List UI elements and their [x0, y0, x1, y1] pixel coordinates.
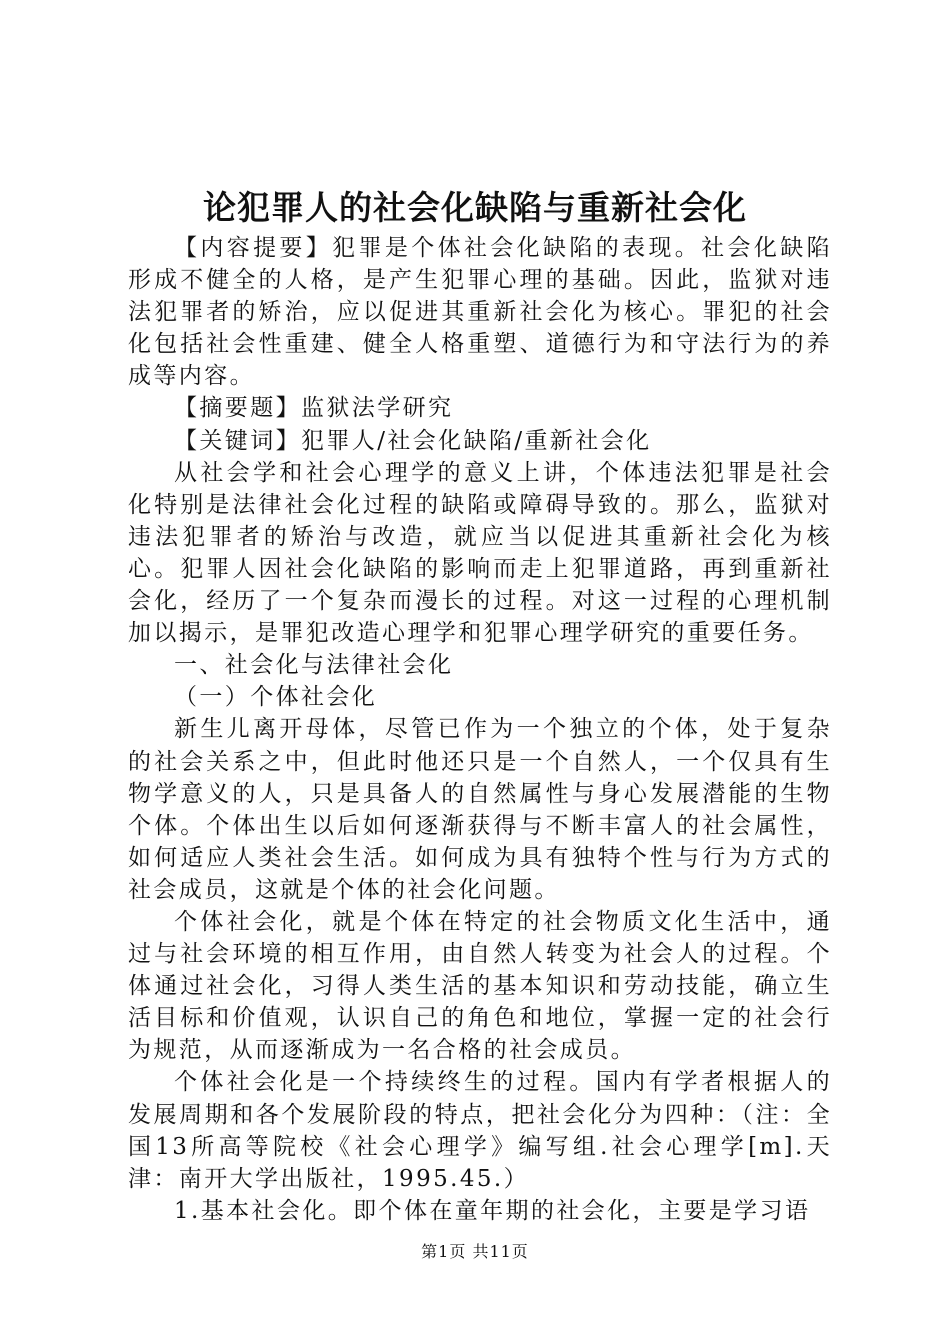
subsection-heading-1: （一）个体社会化	[174, 684, 378, 711]
section-heading-1: 一、社会化与法律社会化	[174, 652, 454, 679]
page-title: 论犯罪人的社会化缺陷与重新社会化	[203, 188, 747, 227]
body-paragraph: 个体社会化是一个持续终生的过程。国内有学者根据人的发展周期和各个发展阶段的特点，把社会化分为四种：（注：全国13所高等院校《社会心理学》编写组.社会心理学[m].天津：南开大学出版社，1995.45.）	[128, 1069, 832, 1192]
body-paragraph: 个体社会化，就是个体在特定的社会物质文化生活中，通过与社会环境的相互作用，由自然人转变为社会人的过程。个体通过社会化，习得人类生活的基本知识和劳动技能，确立生活目标和价值观，认识自己的角色和地位，掌握一定的社会行为规范，从而逐渐成为一名合格的社会成员。	[128, 908, 832, 1064]
intro-paragraph: 从社会学和社会心理学的意义上讲，个体违法犯罪是社会化特别是法律社会化过程的缺陷或障碍导致的。那么，监狱对违法犯罪者的矫治与改造，就应当以促进其重新社会化为核心。犯罪人因社会化缺陷的影响而走上犯罪道路，再到重新社会化，经历了一个复杂而漫长的过程。对这一过程的心理机制加以揭示，是罪犯改造心理学和犯罪心理学研究的重要任务。	[128, 459, 832, 647]
page-footer: 第1页 共11页	[421, 1242, 529, 1261]
keywords-line: 【关键词】犯罪人/社会化缺陷/重新社会化	[174, 427, 652, 454]
body-paragraph: 新生儿离开母体，尽管已作为一个独立的个体，处于复杂的社会关系之中，但此时他还只是一个自然人，一个仅具有生物学意义的人，只是具备人的自然属性与身心发展潜能的生物个体。个体出生以后如何逐渐获得与不断丰富人的社会属性，如何适应人类社会生活。如何成为具有独特个性与行为方式的社会成员，这就是个体的社会化问题。	[128, 716, 832, 903]
subject-line: 【摘要题】监狱法学研究	[174, 395, 454, 422]
list-item-1: 1.基本社会化。即个体在童年期的社会化，主要是学习语	[174, 1197, 811, 1224]
document-body	[128, 232, 832, 1227]
abstract-paragraph: 【内容提要】犯罪是个体社会化缺陷的表现。社会化缺陷形成不健全的人格，是产生犯罪心理的基础。因此，监狱对违法犯罪者的矫治，应以促进其重新社会化为核心。罪犯的社会化包括社会性重建、健全人格重塑、道德行为和守法行为的养成等内容。	[128, 235, 832, 390]
